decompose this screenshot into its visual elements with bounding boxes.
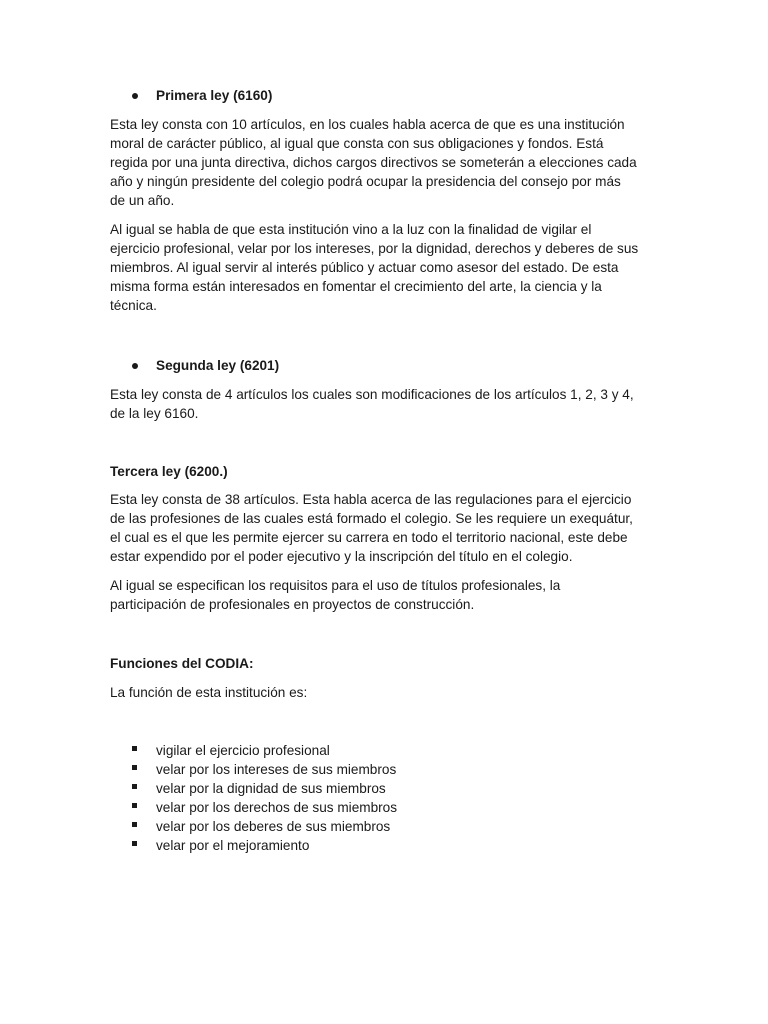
funcion-item: velar por los derechos de sus miembros — [156, 800, 398, 815]
primera-p2-line-3: miembros. Al igual servir al interés público y actuar como asesor del estado. De esta — [110, 260, 619, 275]
funcion-item: vigilar el ejercicio profesional — [156, 743, 330, 758]
segunda-ley-heading: Segunda ley (6201) — [156, 358, 280, 373]
square-bullet-icon — [132, 784, 137, 789]
round-bullet-icon — [132, 93, 138, 99]
square-bullet-icon — [132, 822, 137, 827]
funcion-item: velar por los intereses de sus miembros — [156, 762, 397, 777]
tercera-p1-line-2: de las profesiones de las cuales está formado el colegio. Se les requiere un exequátur, — [110, 511, 633, 526]
funcion-item: velar por los deberes de sus miembros — [156, 819, 391, 834]
primera-p1-line-4: año y ningún presidente del colegio podrá ocupar la presidencia del consejo por más — [110, 174, 621, 189]
primera-p1-line-2: moral de carácter público, al igual que consta con sus obligaciones y fondos. Está — [110, 136, 604, 151]
segunda-p1-line-2: de la ley 6160. — [110, 406, 199, 421]
tercera-p2-line-1: Al igual se especifican los requisitos para el uso de títulos profesionales, la — [110, 578, 561, 593]
primera-p1-line-5: de un año. — [110, 193, 175, 208]
funcion-item: velar por la dignidad de sus miembros — [156, 781, 386, 796]
tercera-p2-line-2: participación de profesionales en proyectos de construcción. — [110, 597, 475, 612]
primera-ley-heading: Primera ley (6160) — [156, 88, 273, 103]
square-bullet-icon — [132, 746, 137, 751]
square-bullet-icon — [132, 765, 137, 770]
square-bullet-icon — [132, 803, 137, 808]
primera-p2-line-1: Al igual se habla de que esta institución vino a la luz con la finalidad de vigilar el — [110, 222, 592, 237]
tercera-p1-line-3: el cual es el que les permite ejercer su carrera en todo el territorio nacional, este debe — [110, 530, 628, 545]
primera-p2-line-4: misma forma están interesados en fomentar el crecimiento del arte, la ciencia y la — [110, 279, 602, 294]
funciones-intro: La función de esta institución es: — [110, 685, 308, 700]
primera-p2-line-5: técnica. — [110, 298, 157, 313]
funcion-item: velar por el mejoramiento — [156, 838, 310, 853]
round-bullet-icon — [132, 363, 138, 369]
tercera-p1-line-4: estar expendido por el poder ejecutivo y la inscripción del título en el colegio. — [110, 549, 573, 564]
funciones-heading: Funciones del CODIA: — [110, 656, 254, 671]
tercera-ley-heading: Tercera ley (6200.) — [110, 464, 228, 479]
square-bullet-icon — [132, 841, 137, 846]
tercera-p1-line-1: Esta ley consta de 38 artículos. Esta habla acerca de las regulaciones para el ejercicio — [110, 492, 632, 507]
primera-p2-line-2: ejercicio profesional, velar por los intereses, por la dignidad, derechos y deberes de sus — [110, 241, 639, 256]
primera-p1-line-1: Esta ley consta con 10 artículos, en los cuales habla acerca de que es una institución — [110, 117, 625, 132]
segunda-p1-line-1: Esta ley consta de 4 artículos los cuales son modificaciones de los artículos 1, 2, 3 y 4, — [110, 387, 634, 402]
primera-p1-line-3: regida por una junta directiva, dichos cargos directivos se someterán a elecciones cada — [110, 155, 637, 170]
